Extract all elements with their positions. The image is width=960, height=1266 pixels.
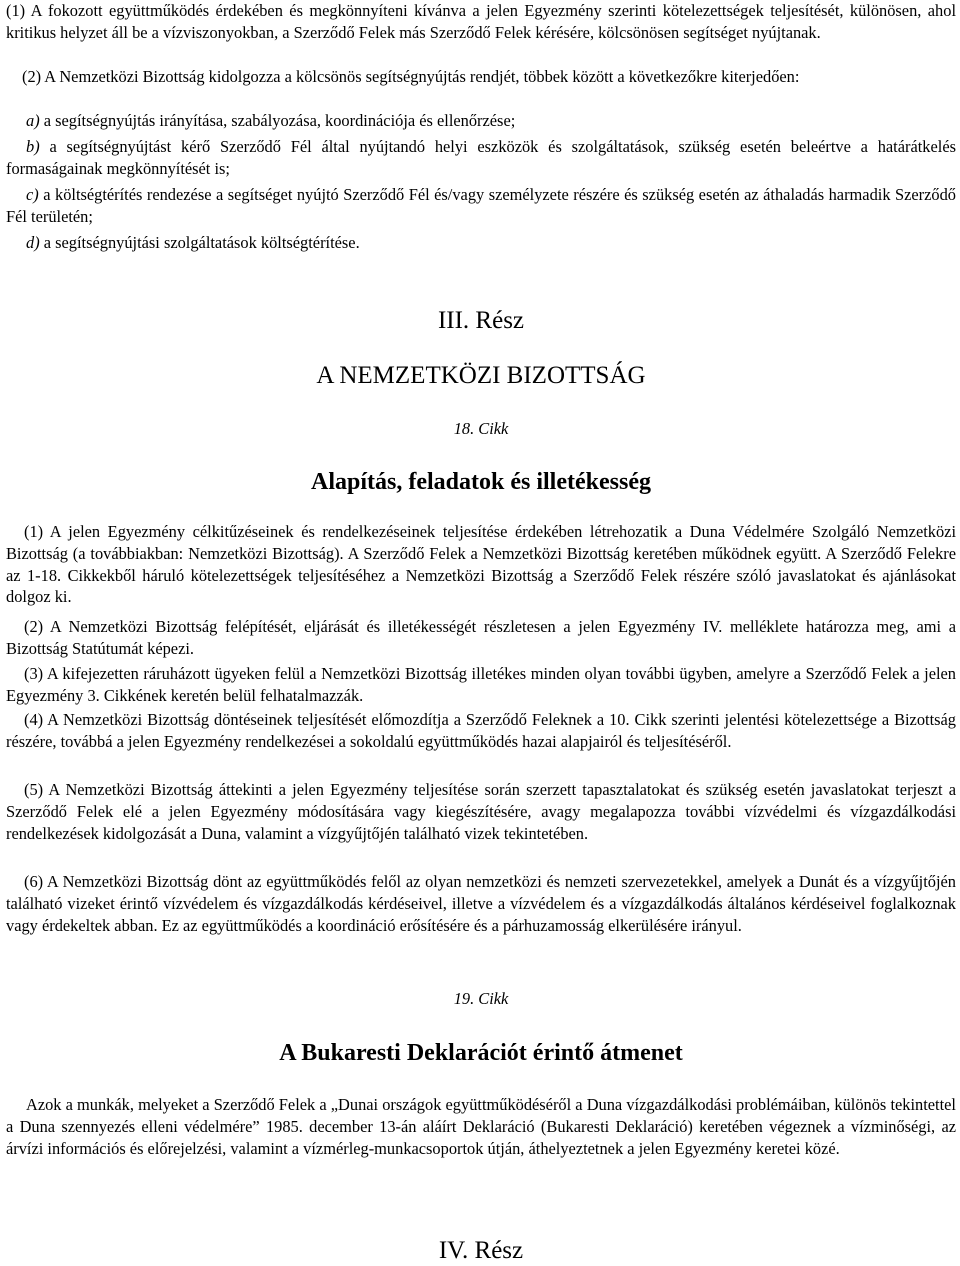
list-item <box>26 232 956 254</box>
list-item-label: d) <box>26 233 40 252</box>
list-item <box>6 184 956 228</box>
list-item <box>6 136 956 180</box>
list-item-text: a költségtérítés rendezése a segítséget nyújtó Szerződő Fél és/vagy személyzete részére és szükség esetén az áthaladás harmadik Szerződő Fél területén; <box>6 185 956 226</box>
article-title: Alapítás, feladatok és illetékesség <box>311 469 651 495</box>
list-item-text: a segítségnyújtást kérő Szerződő Fél által nyújtandó helyi eszközök és szolgáltatások, szükség esetén beleértve a határátkelés formaságainak megkönnyítését is; <box>6 137 956 178</box>
part-title: IV. Rész <box>438 1237 524 1264</box>
list-item-label: c) <box>26 185 39 204</box>
paragraph-2: (2) A Nemzetközi Bizottság kidolgozza a kölcsönös segítségnyújtás rendjét, többek között a következőkre kiterjedően: <box>22 67 800 86</box>
article-paragraph: (5) A Nemzetközi Bizottság áttekinti a jelen Egyezmény teljesítése során szerzett tapasztalatokat és szükség esetén javaslatokat terjeszt a Szerződő Felek elé a jelen Egyezmény módosítására vagy kiegészítésére, avagy megalapozza további vízvédelmi és vízgazdálkodási rendelkezések kidolgozását a Duna, valamint a vízgyűjtőjén található vizek tekintetében. <box>6 780 956 843</box>
part-subtitle: A NEMZETKÖZI BIZOTTSÁG <box>316 362 646 389</box>
list-item-text: a segítségnyújtás irányítása, szabályozása, koordinációja és ellenőrzése; <box>43 111 516 130</box>
article-label: 19. Cikk <box>453 989 509 1008</box>
article-paragraph: Azok a munkák, melyeket a Szerződő Felek a „Dunai országok együttműködéséről a Duna vízgazdálkodási problémáiban, különös tekintettel a Duna szennyezés elleni védelmére” 1985. december 13-án aláírt Deklaráció (Bukaresti Deklaráció) keretében végeznek a vízminőségi, az árvízi információs és előrejelzési, valamint a vízmérleg-munkacsoportok útján, áthelyeztetnek a jelen Egyezmény keretei közé. <box>6 1095 956 1158</box>
list-item-label: a) <box>26 111 40 130</box>
article-paragraph: (1) A jelen Egyezmény célkitűzéseinek és rendelkezéseinek teljesítése érdekében létrehozatik a Duna Védelmére Szolgáló Nemzetközi Bizottság (a továbbiakban: Nemzetközi Bizottság). A Szerződő Felek a Nemzetközi Bizottság keretében működnek együtt. A Szerződő Felekre az 1-18. Cikkekből háruló kötelezettségek teljesítéséhez a Nemzetközi Bizottság a Szerződő Felek részére szóló javaslatokat és ajánlásokat dolgoz ki. <box>6 522 956 607</box>
paragraph-1: (1) A fokozott együttműködés érdekében és megkönnyíteni kívánva a jelen Egyezmény szerinti kötelezettségek teljesítését, különösen, ahol kritikus helyzet áll be a vízviszonyokban, a Szerződő Felek más Szerződő Felek kérésére, kölcsönösen segítséget nyújtanak. <box>6 1 956 42</box>
list-item-label: b) <box>26 137 40 156</box>
article-label: 18. Cikk <box>453 419 509 438</box>
list-item <box>26 110 956 132</box>
article-paragraph: (2) A Nemzetközi Bizottság felépítését, eljárását és illetékességét részletesen a jelen Egyezmény IV. melléklete határozza meg, ami a Bizottság Statútumát képezi. <box>6 617 956 658</box>
article-paragraph: (6) A Nemzetközi Bizottság dönt az együttműködés felől az olyan nemzetközi és nemzeti szervezetekkel, amelyek a Dunát és a vízgyűjtőjén található vizeket érintő vízvédelem és vízgazdálkodás kérdéseivel, illetve a vízvédelem és a vízgazdálkodás általános kérdéseivel foglalkoznak vagy érdekeltek abban. Ez az együttműködés a koordináció erősítésére és a párhuzamosság elkerülésére irányul. <box>6 872 956 935</box>
article-paragraph: (3) A kifejezetten ráruházott ügyeken felül a Nemzetközi Bizottság illetékes minden olyan további ügyben, amelyre a Szerződő Felek a jelen Egyezmény 3. Cikkének keretén belül felhatalmazzák. <box>6 664 956 705</box>
part-title: III. Rész <box>437 307 525 334</box>
article-paragraph: (4) A Nemzetközi Bizottság döntéseinek teljesítését előmozdítja a Szerződő Feleknek a 10. Cikk szerinti jelentési kötelezettsége a Bizottság részére, továbbá a jelen Egyezmény rendelkezései a sokoldalú együttműködés hazai alapjairól és teljesítéséről. <box>6 710 956 751</box>
article-title: A Bukaresti Deklarációt érintő átmenet <box>279 1040 683 1066</box>
list-item-text: a segítségnyújtási szolgáltatások költségtérítése. <box>43 233 360 252</box>
